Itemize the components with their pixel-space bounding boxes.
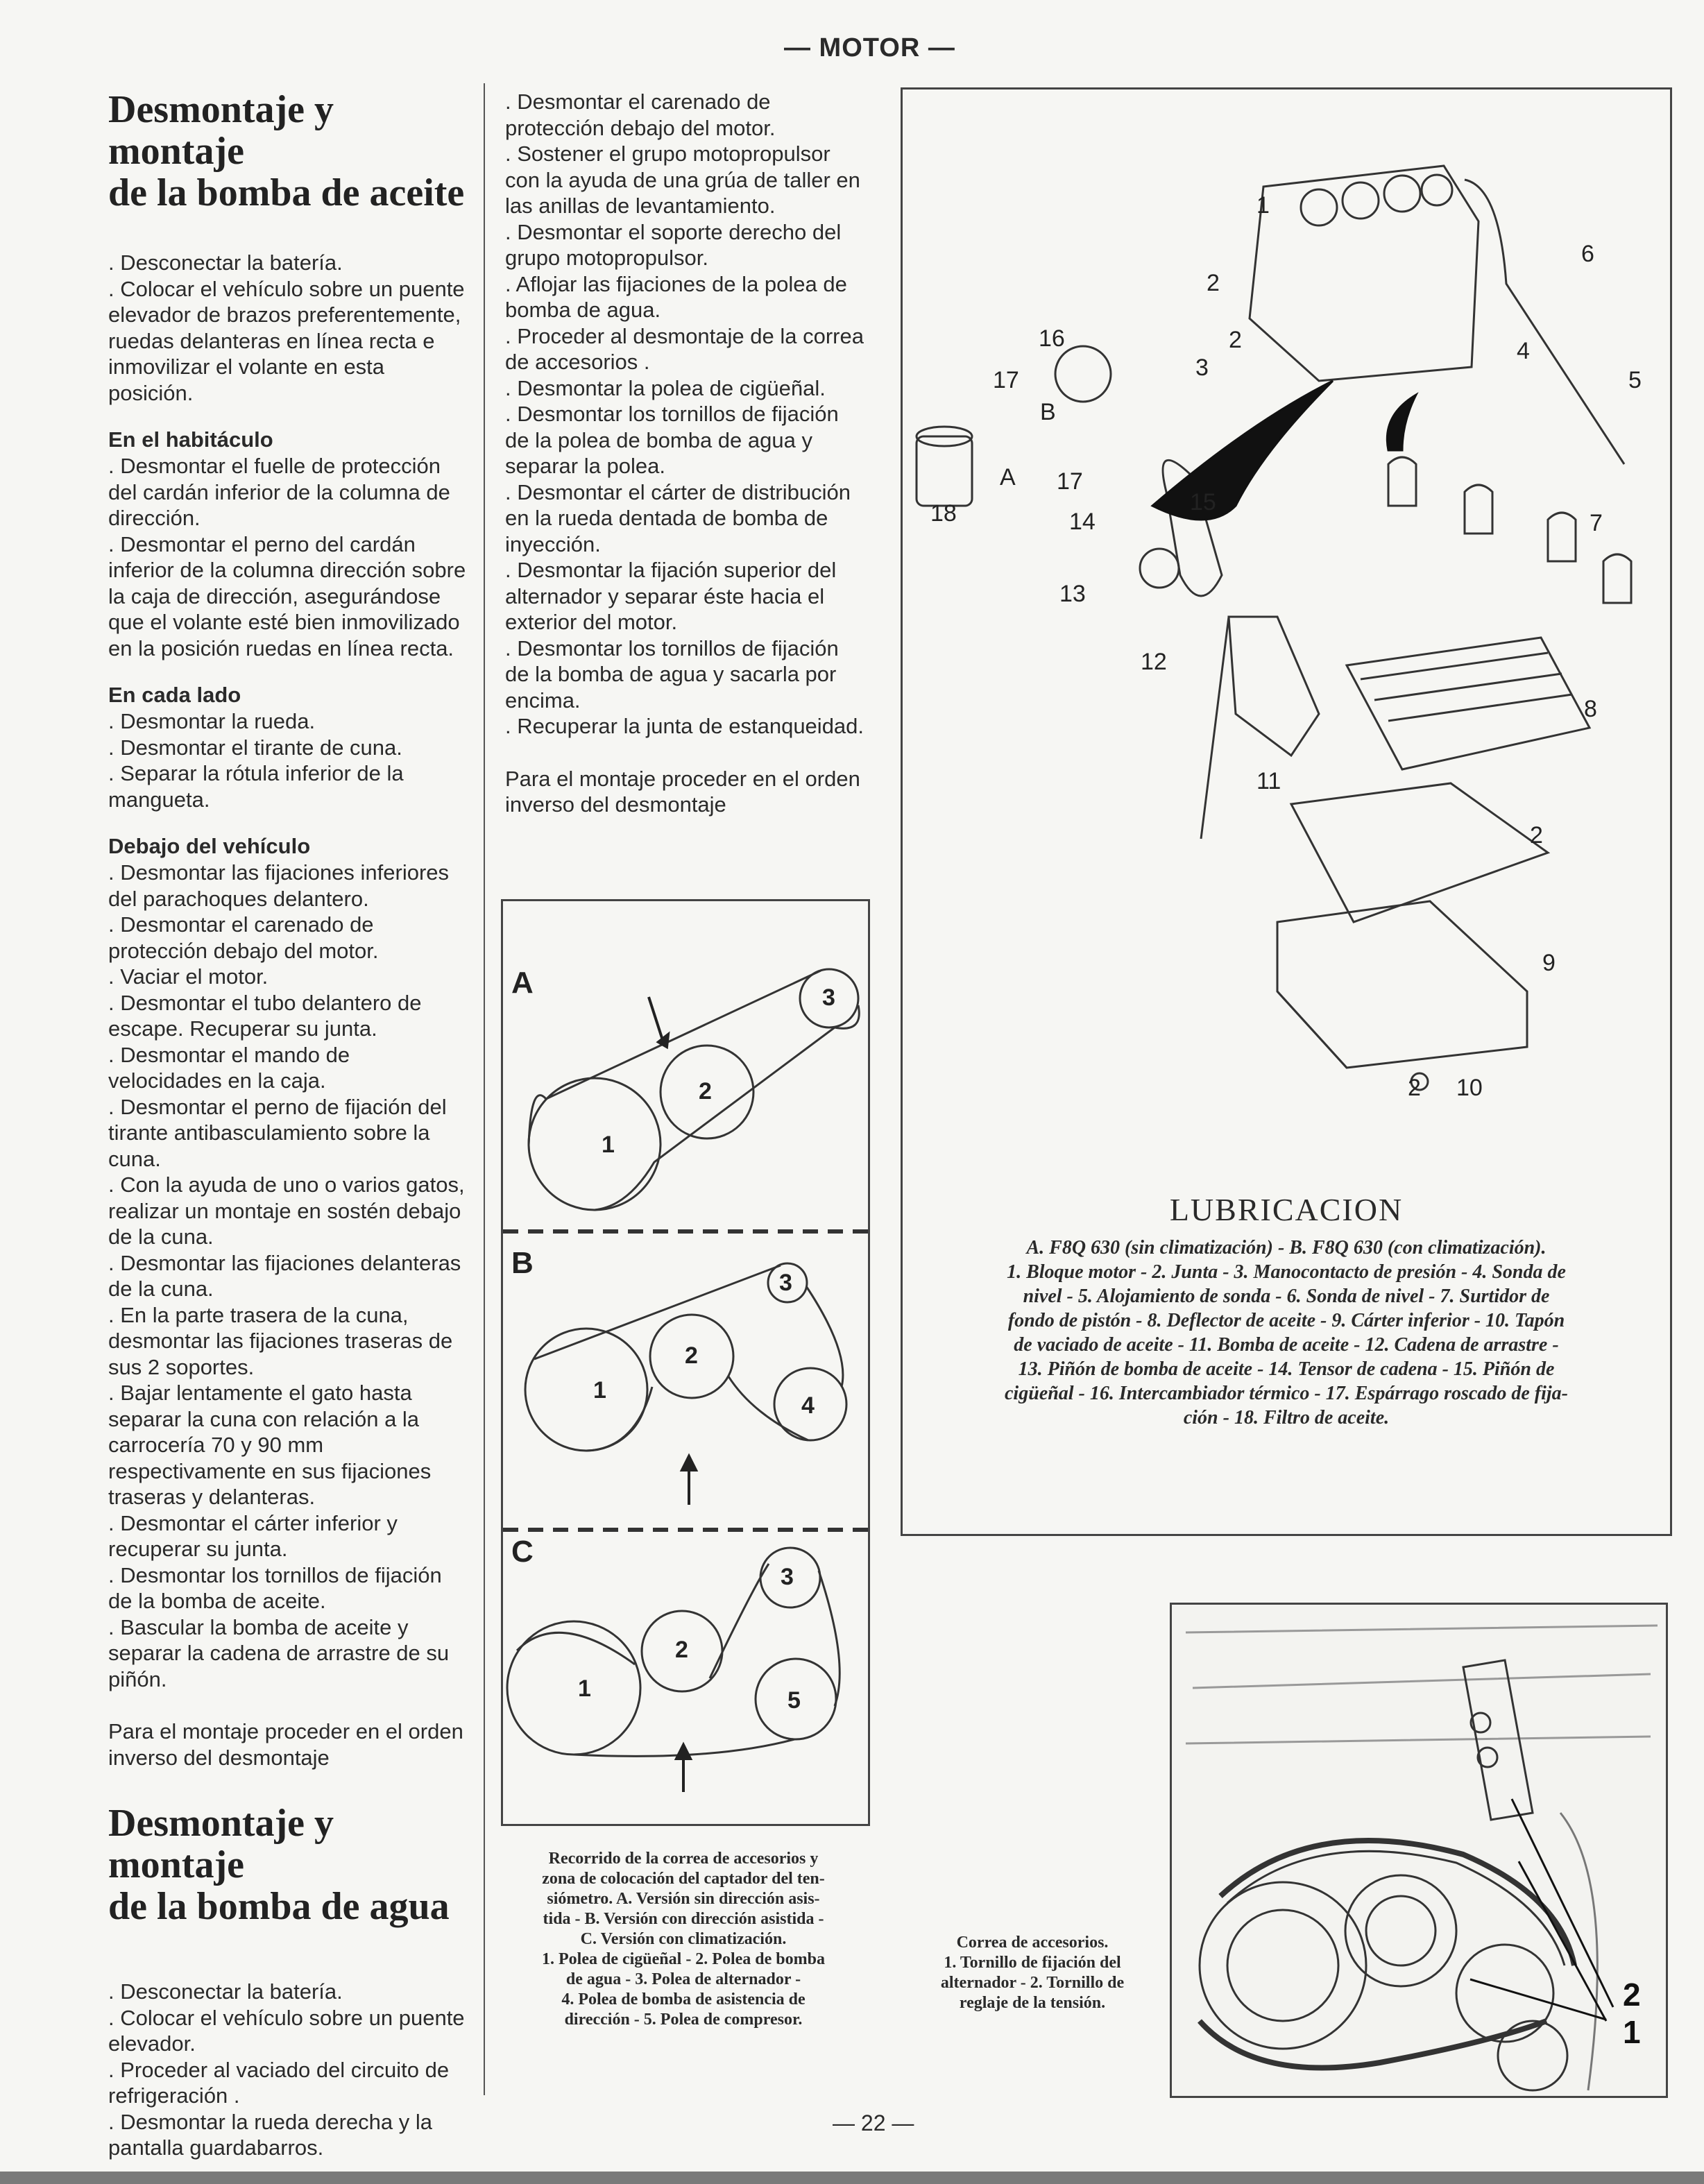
- paragraph: . Separar la rótula inferior de la mangueta.: [108, 761, 404, 812]
- belt-label-A: A: [511, 966, 534, 1000]
- lubrication-diagram-frame: [901, 87, 1672, 1536]
- part-label: 10: [1456, 1075, 1483, 1101]
- caption-line: C. Versión con climatización.: [580, 1930, 787, 1948]
- paragraph: . Desmontar el cárter inferior y recuperar su junta.: [108, 1510, 398, 1561]
- paragraph: . Desmontar los tornillos de fijación de la polea de bomba de agua y separar la polea.: [505, 402, 839, 478]
- part-label: 2: [1229, 327, 1242, 353]
- accessory-belt-illustration: [1170, 1603, 1668, 2098]
- left-column: [108, 89, 469, 2161]
- paragraph: . Desmontar las fijaciones delanteras de la cuna.: [108, 1250, 461, 1301]
- paragraph: . Bascular la bomba de aceite y separar la cadena de arrastre de su piñón.: [108, 1614, 450, 1691]
- accessory-belt-caption: [901, 1933, 1164, 2013]
- paragraph: . Desconectar la batería.: [108, 1979, 343, 2004]
- pulley-label: 2: [699, 1078, 712, 1104]
- pulley-label: 2: [675, 1637, 688, 1663]
- pulley-label: 3: [781, 1564, 794, 1590]
- page-header: — MOTOR —: [784, 33, 955, 62]
- paragraph-closing: Para el montaje proceder en el orden inverso del desmontaje: [505, 766, 860, 817]
- caption-line: tida - B. Versión con dirección asistida -: [543, 1910, 824, 1928]
- paragraph-closing: Para el montaje proceder en el orden inverso del desmontaje: [108, 1719, 463, 1770]
- caption-line: zona de colocación del captador del ten-: [542, 1870, 825, 1888]
- paragraph: . Colocar el vehículo sobre un puente elevador.: [108, 2005, 465, 2056]
- pulley-label: 5: [787, 1687, 801, 1714]
- caption-line: 1. Polea de cigüeñal - 2. Polea de bomba: [542, 1950, 825, 1968]
- subheading-debajo-vehiculo: Debajo del vehículo: [108, 834, 311, 858]
- paragraph: . Desmontar el mando de velocidades en la caja.: [108, 1042, 350, 1093]
- part-label: 2: [1408, 1075, 1421, 1101]
- column-divider: [484, 83, 485, 2095]
- part-label: 9: [1542, 950, 1556, 976]
- part-label: 15: [1190, 489, 1216, 515]
- title-line: de la bomba de aceite: [108, 171, 465, 214]
- page-number: — 22 —: [833, 2110, 914, 2135]
- title-line: Desmontaje y montaje: [108, 88, 334, 173]
- part-label: 14: [1069, 509, 1096, 535]
- pulley-label: 3: [779, 1270, 792, 1296]
- title-line: Desmontaje y montaje: [108, 1802, 334, 1886]
- middle-column: [505, 89, 866, 818]
- caption-line: de vaciado de aceite - 11. Bomba de aceite - 12. Cadena de arrastre -: [1014, 1334, 1559, 1356]
- belt-routing-svg: [503, 901, 868, 1824]
- caption-line: 1. Tornillo de fijación del: [944, 1954, 1121, 1972]
- caption-line: cigüeñal - 16. Intercambiador térmico - 17. Espárrago roscado de fija-: [1005, 1383, 1568, 1404]
- caption-line: fondo de pistón - 8. Deflector de aceite - 9. Cárter inferior - 10. Tapón: [1007, 1310, 1565, 1331]
- paragraph: . Sostener el grupo motopropulsor con la ayuda de una grúa de taller en las anillas de levantamiento.: [505, 142, 860, 218]
- caption-line: 13. Piñón de bomba de aceite - 14. Tensor de cadena - 15. Piñón de: [1018, 1358, 1555, 1380]
- paragraph: . Recuperar la junta de estanqueidad.: [505, 714, 864, 738]
- subheading-cada-lado: En cada lado: [108, 683, 241, 707]
- section-title-oil-pump: [108, 89, 469, 214]
- belt-label-C: C: [511, 1535, 534, 1569]
- paragraph: . Desmontar la fijación superior del alternador y separar éste hacia el exterior del motor.: [505, 558, 837, 634]
- accessory-belt-svg: [1172, 1605, 1666, 2096]
- lubrication-exploded-view: [903, 89, 1670, 1172]
- caption-line: dirección - 5. Polea de compresor.: [564, 2011, 803, 2029]
- paragraph: . Desmontar los tornillos de fijación de la bomba de agua y sacarla por encima.: [505, 635, 839, 713]
- paragraph: . Desmontar la rueda.: [108, 709, 316, 733]
- paragraph: . Desmontar los tornillos de fijación de la bomba de aceite.: [108, 1562, 442, 1613]
- section-title-water-pump: [108, 1802, 469, 1927]
- paragraph: . Colocar el vehículo sobre un puente elevador de brazos preferentemente, ruedas delanteras en línea recta e inmovilizar el volante en esta posición.: [108, 276, 465, 405]
- pulley-label: 4: [801, 1392, 815, 1419]
- caption-line: A. F8Q 630 (sin climatización) - B. F8Q 630 (con climatización).: [1026, 1237, 1547, 1259]
- title-line: de la bomba de agua: [108, 1885, 450, 1928]
- paragraph: . Desmontar el fuelle de protección del cardán inferior de la columna de dirección.: [108, 454, 450, 530]
- part-label: 1: [1256, 192, 1270, 219]
- part-label: 12: [1141, 649, 1167, 675]
- part-label: 18: [930, 500, 957, 527]
- paragraph: . Aflojar las fijaciones de la polea de bomba de agua.: [505, 271, 847, 322]
- caption-line: siómetro. A. Versión sin dirección asis-: [547, 1890, 820, 1908]
- subheading-habitaculo: En el habitáculo: [108, 427, 273, 452]
- paragraph: . Proceder al vaciado del circuito de refrigeración .: [108, 2057, 450, 2108]
- caption-line: Recorrido de la correa de accesorios y: [548, 1850, 819, 1868]
- part-label: B: [1040, 399, 1056, 425]
- paragraph: . Vaciar el motor.: [108, 964, 269, 989]
- part-label: 5: [1628, 367, 1642, 393]
- part-label: 17: [1057, 468, 1083, 495]
- paragraph: . Desmontar el tubo delantero de escape. Recuperar su junta.: [108, 990, 422, 1041]
- part-label: 17: [993, 367, 1019, 393]
- paragraph: . En la parte trasera de la cuna, desmontar las fijaciones traseras de sus 2 soportes.: [108, 1302, 453, 1379]
- pulley-label: 3: [822, 984, 835, 1011]
- part-label: 2: [1207, 270, 1220, 296]
- pulley-label: 1: [593, 1377, 606, 1404]
- paragraph: . Desmontar el soporte derecho del grupo motopropulsor.: [505, 219, 842, 270]
- paragraph: . Con la ayuda de uno o varios gatos, realizar un montaje en sostén debajo de la cuna.: [108, 1172, 465, 1249]
- paragraph: . Desmontar el carenado de protección debajo del motor.: [108, 912, 379, 963]
- caption-line: reglaje de la tensión.: [959, 1994, 1106, 2012]
- pulley-label: 1: [578, 1675, 591, 1702]
- part-label: 7: [1590, 510, 1603, 536]
- paragraph: . Desmontar el perno del cardán inferior de la columna dirección sobre la caja de dirección, asegurándose que el volante esté bien inmovilizado en la posición ruedas en línea recta.: [108, 531, 466, 660]
- paragraph: . Desmontar la polea de cigüeñal.: [505, 375, 826, 400]
- caption-line: Correa de accesorios.: [956, 1934, 1109, 1952]
- belt-routing-caption: [501, 1849, 866, 2030]
- paragraph: . Desmontar el tirante de cuna.: [108, 735, 402, 760]
- paragraph: . Proceder al desmontaje de la correa de accesorios .: [505, 323, 864, 374]
- caption-line: nivel - 5. Alojamiento de sonda - 6. Sonda de nivel - 7. Surtidor de: [1023, 1286, 1550, 1307]
- callout-2: 2: [1623, 1977, 1641, 2013]
- pulley-label: 2: [685, 1342, 698, 1369]
- part-label: 8: [1584, 696, 1597, 722]
- caption-line: 4. Polea de bomba de asistencia de: [561, 1990, 806, 2008]
- caption-line: 1. Bloque motor - 2. Junta - 3. Manocontacto de presión - 4. Sonda de: [1007, 1261, 1566, 1283]
- paragraph: . Desmontar la rueda derecha y la pantalla guardabarros.: [108, 2109, 432, 2160]
- paragraph: . Desmontar las fijaciones inferiores del parachoques delantero.: [108, 860, 450, 911]
- part-label: A: [1000, 464, 1016, 490]
- part-label: 6: [1581, 241, 1594, 267]
- paragraph: . Bajar lentamente el gato hasta separar la cuna con relación a la carrocería 70 y 90 mm respectivamente en sus fijaciones traseras y delanteras.: [108, 1381, 432, 1509]
- belt-label-B: B: [511, 1246, 534, 1280]
- lubrication-title: LUBRICACION: [1169, 1192, 1404, 1227]
- part-label: 2: [1530, 822, 1543, 848]
- part-label: 13: [1059, 581, 1086, 607]
- paragraph: . Desmontar el carenado de protección debajo del motor.: [505, 89, 776, 140]
- scan-edge: [0, 2172, 1704, 2184]
- part-label: 11: [1256, 768, 1281, 794]
- caption-line: de agua - 3. Polea de alternador -: [565, 1970, 801, 1988]
- paragraph: . Desconectar la batería.: [108, 250, 343, 275]
- part-label: 3: [1195, 355, 1209, 381]
- paragraph: . Desmontar el perno de fijación del tirante antibasculamiento sobre la cuna.: [108, 1094, 447, 1171]
- belt-routing-diagram: [501, 899, 870, 1826]
- caption-line: alternador - 2. Tornillo de: [940, 1974, 1125, 1992]
- lubrication-caption: [923, 1236, 1649, 1430]
- pulley-label: 1: [602, 1132, 615, 1158]
- caption-line: ción - 18. Filtro de aceite.: [1183, 1407, 1390, 1428]
- callout-1: 1: [1623, 2014, 1641, 2050]
- part-label: 4: [1517, 338, 1530, 364]
- part-label: 16: [1039, 325, 1065, 352]
- paragraph: . Desmontar el cárter de distribución en la rueda dentada de bomba de inyección.: [505, 479, 851, 556]
